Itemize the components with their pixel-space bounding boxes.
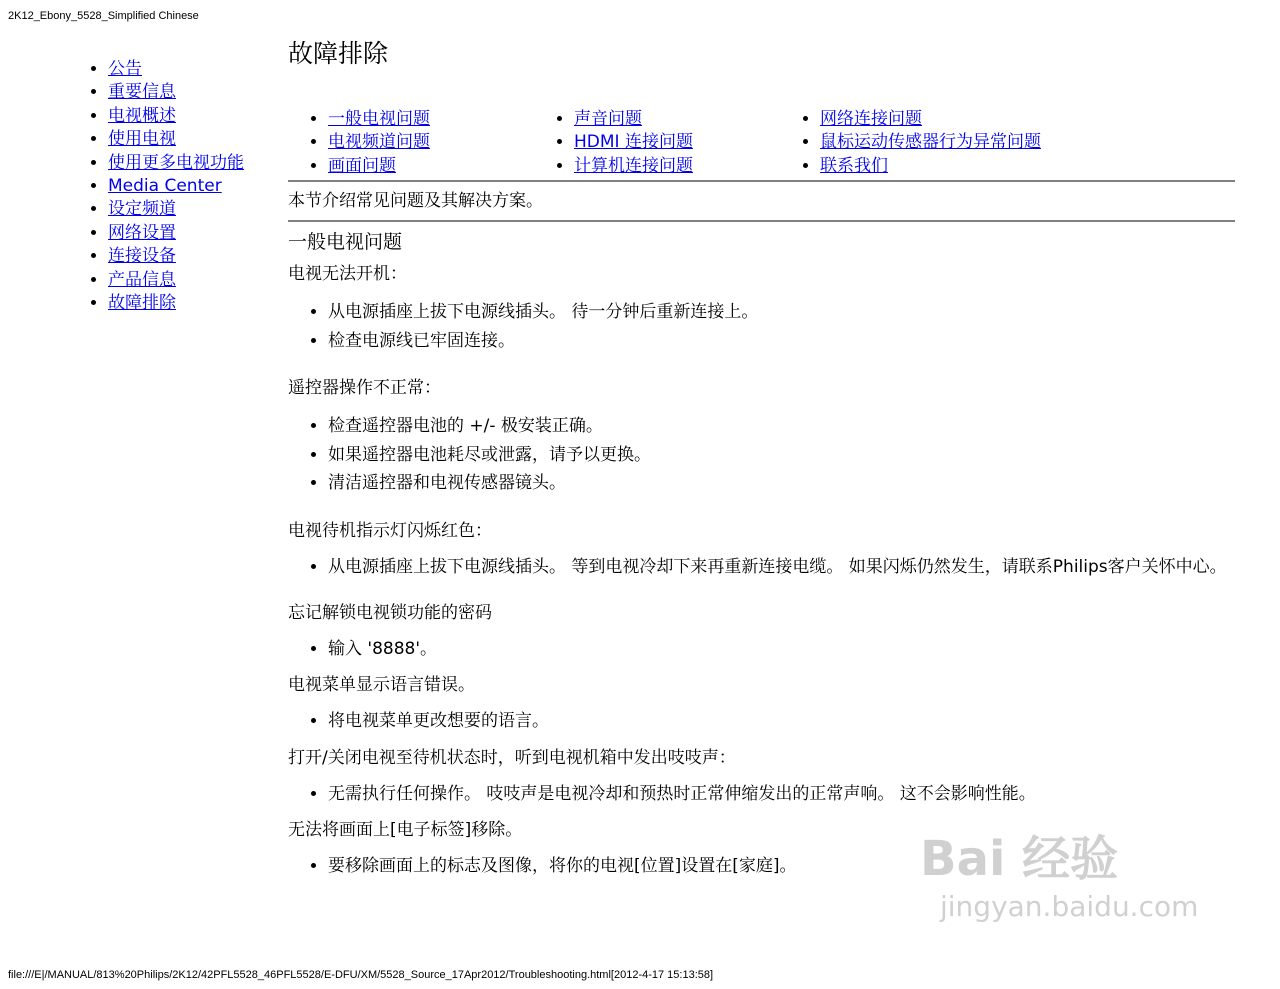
faq-question: 电视待机指示灯闪烁红色： [288,520,492,541]
sidebar-link-more-features[interactable]: 使用更多电视功能 [108,152,244,173]
sidebar-link-product-info[interactable]: 产品信息 [108,269,176,290]
sidebar-list [89,58,279,315]
topic-item [328,108,534,131]
topic-column-1 [288,108,534,180]
sidebar-item [108,128,279,151]
topic-link-computer[interactable]: 计算机连接问题 [574,155,693,176]
page-title: 故障排除 [288,39,389,68]
divider [288,220,1235,222]
topic-item [574,155,780,178]
watermark-url: jingyan.baidu.com [940,890,1199,923]
faq-question: 无法将画面上[电子标签]移除。 [288,820,523,840]
topic-item [328,155,534,178]
faq-question: 打开/关闭电视至待机状态时，听到电视机箱中发出吱吱声： [288,747,736,768]
topic-item [574,131,780,154]
topic-link-sound[interactable]: 声音问题 [574,109,642,129]
sidebar-item [108,222,279,245]
faq-answers [288,635,1235,664]
faq-answers [288,707,1235,736]
faq-answer: • 检查遥控器电池的 +/- 极安装正确。 [328,412,1235,441]
topic-link-general[interactable]: 一般电视问题 [328,109,430,129]
faq-question: 电视无法开机： [288,264,407,284]
sidebar-link-media-center[interactable]: Media Center [108,176,222,197]
intro-text: 本节介绍常见问题及其解决方案。 [288,191,543,211]
sidebar-nav [89,58,279,315]
document-title: 2K12_Ebony_5528_Simplified Chinese [8,10,199,22]
faq-answer: • 要移除画面上的标志及图像，将你的电视[位置]设置在[家庭]。 [328,852,1235,881]
topic-link-network[interactable]: 网络连接问题 [820,109,922,129]
faq-answer: • 从电源插座上拔下电源线插头。 等到电视冷却下来再重新连接电缆。 如果闪烁仍然发生，请联系Philips客户关怀中心。 [328,555,1235,579]
topic-link-contact[interactable]: 联系我们 [820,155,888,176]
faq-answer: • 将电视菜单更改想要的语言。 [328,707,1235,736]
footer-file-path: file:///E|/MANUAL/813%20Philips/2K12/42PFL5528_46PFL5528/E-DFU/XM/5528_Source_17Apr2012/Troubleshooting.html[2012-4-17 15:13:58] [8,969,714,981]
sidebar-item [108,152,279,175]
sidebar-link-use-tv[interactable]: 使用电视 [108,129,176,150]
sidebar-item [108,58,279,81]
faq-answers [288,298,1235,355]
faq-answer: • 清洁遥控器和电视传感器镜头。 [328,469,1235,498]
topic-item [820,108,1026,131]
sidebar-item [108,292,279,315]
faq-question: 电视菜单显示语言错误。 [288,675,475,695]
sidebar-item [108,105,279,128]
topic-link-motion-sensor[interactable]: 鼠标运动传感器行为异常问题 [820,132,1041,153]
sidebar-link-important[interactable]: 重要信息 [108,82,176,103]
faq-answer: • 检查电源线已牢固连接。 [328,327,1235,356]
topic-column-3 [780,108,1041,180]
faq-answer: • 输入 '8888'。 [328,635,1235,664]
topic-item [574,108,780,131]
faq-answers [288,412,1235,498]
sidebar-link-announcement[interactable]: 公告 [108,59,142,79]
topic-item [820,131,1041,154]
sidebar-link-connect[interactable]: 连接设备 [108,246,176,267]
faq-answer: • 无需执行任何操作。 吱吱声是电视冷却和预热时正常伸缩发出的正常声响。 这不会影响性能。 [328,780,1235,809]
faq-answers [288,555,1235,579]
watermark-brand: Bai 经验 [920,831,1119,887]
faq-answer: • 如果遥控器电池耗尽或泄露，请予以更换。 [328,441,1235,470]
topic-links [288,108,1235,180]
topic-link-channels[interactable]: 电视频道问题 [328,132,430,153]
topic-link-hdmi[interactable]: HDMI 连接问题 [574,132,693,153]
sidebar-link-network[interactable]: 网络设置 [108,222,176,243]
sidebar-item [108,269,279,292]
topic-link-picture[interactable]: 画面问题 [328,155,396,176]
faq-question: 遥控器操作不正常： [288,378,441,398]
section-title: 一般电视问题 [288,231,403,253]
sidebar-link-channels[interactable]: 设定频道 [108,199,176,220]
sidebar-item [108,245,279,268]
sidebar-item [108,175,279,198]
main-content [288,36,1235,881]
sidebar-link-troubleshooting[interactable]: 故障排除 [108,293,176,314]
topic-item [328,131,534,154]
faq-answers [288,852,1235,881]
faq-answers [288,780,1235,809]
sidebar-item [108,198,279,221]
topic-item [820,155,1026,178]
sidebar-link-overview[interactable]: 电视概述 [108,105,176,126]
faq-answer: • 从电源插座上拔下电源线插头。 待一分钟后重新连接上。 [328,298,1235,327]
sidebar-item [108,81,279,104]
topic-column-2 [534,108,780,180]
faq-question: 忘记解锁电视锁功能的密码 [288,602,492,623]
